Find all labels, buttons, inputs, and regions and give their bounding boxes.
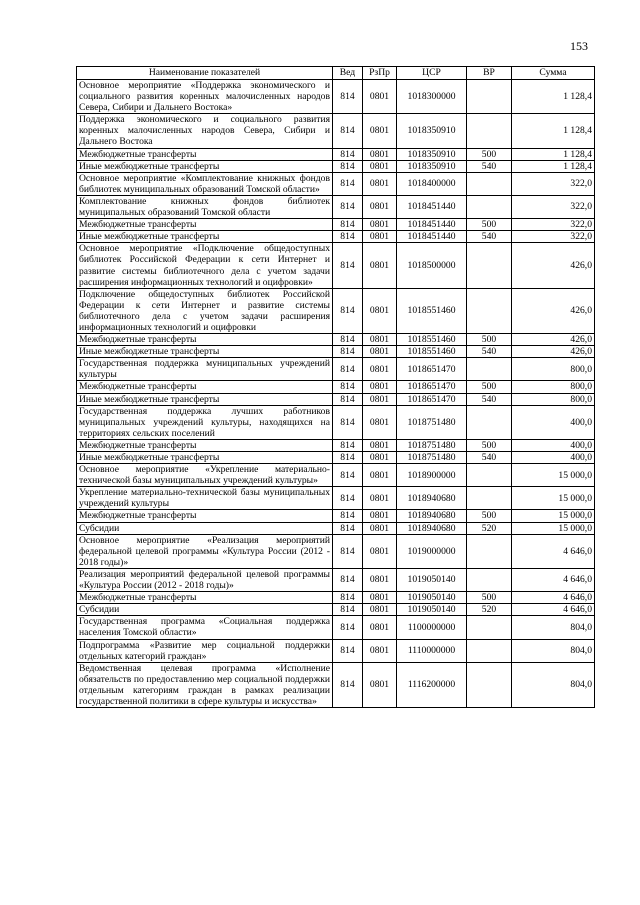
row-name-cell: Межбюджетные трансферты — [77, 219, 333, 231]
row-csr-cell: 1018350910 — [397, 114, 467, 148]
row-name-cell: Государственная поддержка муниципальных учреждений культуры — [77, 358, 333, 381]
row-sum-cell: 322,0 — [512, 231, 595, 243]
row-vr-cell — [467, 568, 512, 591]
row-name-cell: Комплектование книжных фондов библиотек муниципальных образований Томской области — [77, 195, 333, 218]
row-name-cell: Основное мероприятие «Поддержка экономического и социального развития коренных малочисленных народов Севера, Сибири и Дальнего Востока» — [77, 80, 333, 114]
row-csr-cell: 1018400000 — [397, 172, 467, 195]
row-name-cell: Основное мероприятие «Комплектование книжных фондов библиотек муниципальных образований Томской области» — [77, 172, 333, 195]
row-name-cell: Поддержка экономического и социального развития коренных малочисленных народов Севера, Сибири и Дальнего Востока — [77, 114, 333, 148]
row-csr-cell: 1110000000 — [397, 639, 467, 662]
row-csr-cell: 1018350910 — [397, 160, 467, 172]
row-rzpr-cell: 0801 — [363, 334, 397, 346]
table-row — [77, 405, 595, 439]
row-sum-cell: 4 646,0 — [512, 604, 595, 616]
row-ved-cell: 814 — [333, 604, 363, 616]
row-name-cell: Межбюджетные трансферты — [77, 592, 333, 604]
table-row — [77, 231, 595, 243]
table-row — [77, 487, 595, 510]
row-sum-cell: 804,0 — [512, 639, 595, 662]
row-csr-cell: 1018300000 — [397, 80, 467, 114]
row-sum-cell: 400,0 — [512, 452, 595, 464]
row-vr-cell: 500 — [467, 592, 512, 604]
row-sum-cell: 1 128,4 — [512, 114, 595, 148]
table-row — [77, 334, 595, 346]
row-csr-cell: 1018500000 — [397, 243, 467, 288]
row-csr-cell: 1018940680 — [397, 487, 467, 510]
row-ved-cell: 814 — [333, 219, 363, 231]
table-row — [77, 172, 595, 195]
row-sum-cell: 426,0 — [512, 243, 595, 288]
row-csr-cell: 1018900000 — [397, 464, 467, 487]
table-row — [77, 639, 595, 662]
table-row — [77, 288, 595, 333]
row-rzpr-cell: 0801 — [363, 534, 397, 568]
header-ved: Вед — [333, 67, 363, 80]
table-row — [77, 219, 595, 231]
row-vr-cell: 540 — [467, 346, 512, 358]
row-csr-cell: 1018940680 — [397, 510, 467, 522]
table-row — [77, 80, 595, 114]
row-vr-cell: 500 — [467, 148, 512, 160]
row-ved-cell: 814 — [333, 568, 363, 591]
row-ved-cell: 814 — [333, 358, 363, 381]
table-row — [77, 534, 595, 568]
row-sum-cell: 400,0 — [512, 405, 595, 439]
row-csr-cell: 1018651470 — [397, 381, 467, 393]
row-sum-cell: 426,0 — [512, 288, 595, 333]
row-ved-cell: 814 — [333, 334, 363, 346]
row-name-cell: Ведомственная целевая программа «Исполнение обязательств по предоставлению мер социальной поддержки отдельным категориям граждан в рамках реализации государственной политики в сфере культуры и искусства» — [77, 662, 333, 707]
row-name-cell: Иные межбюджетные трансферты — [77, 231, 333, 243]
row-sum-cell: 322,0 — [512, 219, 595, 231]
row-vr-cell: 520 — [467, 604, 512, 616]
row-ved-cell: 814 — [333, 405, 363, 439]
row-ved-cell: 814 — [333, 346, 363, 358]
row-sum-cell: 4 646,0 — [512, 592, 595, 604]
row-name-cell: Межбюджетные трансферты — [77, 439, 333, 451]
table-row — [77, 510, 595, 522]
row-csr-cell: 1018751480 — [397, 439, 467, 451]
header-sum: Сумма — [512, 67, 595, 80]
row-rzpr-cell: 0801 — [363, 639, 397, 662]
row-name-cell: Субсидии — [77, 522, 333, 534]
row-vr-cell — [467, 405, 512, 439]
row-rzpr-cell: 0801 — [363, 172, 397, 195]
row-vr-cell — [467, 464, 512, 487]
row-vr-cell: 500 — [467, 334, 512, 346]
row-vr-cell — [467, 616, 512, 639]
table-row — [77, 522, 595, 534]
row-rzpr-cell: 0801 — [363, 160, 397, 172]
row-rzpr-cell: 0801 — [363, 393, 397, 405]
row-csr-cell: 1019000000 — [397, 534, 467, 568]
row-rzpr-cell: 0801 — [363, 604, 397, 616]
table-row — [77, 358, 595, 381]
row-csr-cell: 1018451440 — [397, 219, 467, 231]
table-row — [77, 604, 595, 616]
row-rzpr-cell: 0801 — [363, 288, 397, 333]
row-sum-cell: 1 128,4 — [512, 80, 595, 114]
row-name-cell: Реализация мероприятий федеральной целевой программы «Культура России (2012 - 2018 годы)» — [77, 568, 333, 591]
row-rzpr-cell: 0801 — [363, 405, 397, 439]
row-vr-cell: 540 — [467, 393, 512, 405]
row-csr-cell: 1018940680 — [397, 522, 467, 534]
row-rzpr-cell: 0801 — [363, 592, 397, 604]
row-rzpr-cell: 0801 — [363, 231, 397, 243]
row-ved-cell: 814 — [333, 160, 363, 172]
row-rzpr-cell: 0801 — [363, 439, 397, 451]
table-row — [77, 452, 595, 464]
row-ved-cell: 814 — [333, 148, 363, 160]
row-ved-cell: 814 — [333, 592, 363, 604]
row-sum-cell: 15 000,0 — [512, 464, 595, 487]
header-name: Наименование показателей — [77, 67, 333, 80]
row-csr-cell: 1019050140 — [397, 592, 467, 604]
row-vr-cell — [467, 487, 512, 510]
row-sum-cell: 322,0 — [512, 195, 595, 218]
row-vr-cell — [467, 243, 512, 288]
table-row — [77, 393, 595, 405]
row-ved-cell: 814 — [333, 464, 363, 487]
row-sum-cell: 426,0 — [512, 346, 595, 358]
row-sum-cell: 15 000,0 — [512, 522, 595, 534]
row-sum-cell: 800,0 — [512, 393, 595, 405]
row-name-cell: Основное мероприятие «Подключение общедоступных библиотек Российской Федерации к сети Интернет и развитие системы библиотечного дела с учетом задачи расширения информационных технологий и оцифровки» — [77, 243, 333, 288]
row-name-cell: Государственная программа «Социальная поддержка населения Томской области» — [77, 616, 333, 639]
row-name-cell: Субсидии — [77, 604, 333, 616]
row-ved-cell: 814 — [333, 662, 363, 707]
table-row — [77, 148, 595, 160]
row-name-cell: Межбюджетные трансферты — [77, 381, 333, 393]
row-vr-cell: 500 — [467, 439, 512, 451]
row-rzpr-cell: 0801 — [363, 568, 397, 591]
row-csr-cell: 1019050140 — [397, 568, 467, 591]
row-rzpr-cell: 0801 — [363, 510, 397, 522]
row-ved-cell: 814 — [333, 195, 363, 218]
row-ved-cell: 814 — [333, 288, 363, 333]
table-row — [77, 439, 595, 451]
row-name-cell: Межбюджетные трансферты — [77, 334, 333, 346]
row-ved-cell: 814 — [333, 534, 363, 568]
table-row — [77, 592, 595, 604]
row-vr-cell: 540 — [467, 452, 512, 464]
row-rzpr-cell: 0801 — [363, 195, 397, 218]
table-row — [77, 464, 595, 487]
row-ved-cell: 814 — [333, 639, 363, 662]
row-sum-cell: 400,0 — [512, 439, 595, 451]
header-csr: ЦСР — [397, 67, 467, 80]
row-vr-cell — [467, 288, 512, 333]
row-vr-cell — [467, 534, 512, 568]
row-name-cell: Иные межбюджетные трансферты — [77, 393, 333, 405]
row-rzpr-cell: 0801 — [363, 464, 397, 487]
row-sum-cell: 15 000,0 — [512, 510, 595, 522]
row-ved-cell: 814 — [333, 393, 363, 405]
row-vr-cell: 540 — [467, 231, 512, 243]
row-name-cell: Основное мероприятие «Реализация мероприятий федеральной целевой программы «Культура России (2012 - 2018 годы)» — [77, 534, 333, 568]
row-ved-cell: 814 — [333, 243, 363, 288]
row-sum-cell: 804,0 — [512, 616, 595, 639]
table-row — [77, 243, 595, 288]
header-vr: ВР — [467, 67, 512, 80]
row-ved-cell: 814 — [333, 80, 363, 114]
row-name-cell: Иные межбюджетные трансферты — [77, 452, 333, 464]
budget-table — [76, 66, 595, 708]
row-csr-cell: 1018751480 — [397, 405, 467, 439]
row-ved-cell: 814 — [333, 487, 363, 510]
row-vr-cell — [467, 195, 512, 218]
row-ved-cell: 814 — [333, 522, 363, 534]
row-vr-cell: 520 — [467, 522, 512, 534]
row-csr-cell: 1018451440 — [397, 195, 467, 218]
table-row — [77, 114, 595, 148]
table-row — [77, 381, 595, 393]
row-rzpr-cell: 0801 — [363, 219, 397, 231]
row-sum-cell: 426,0 — [512, 334, 595, 346]
row-rzpr-cell: 0801 — [363, 452, 397, 464]
row-vr-cell: 500 — [467, 219, 512, 231]
table-row — [77, 616, 595, 639]
row-ved-cell: 814 — [333, 510, 363, 522]
row-ved-cell: 814 — [333, 231, 363, 243]
row-name-cell: Основное мероприятие «Укрепление материально-технической базы муниципальных учреждений культуры» — [77, 464, 333, 487]
row-csr-cell: 1018350910 — [397, 148, 467, 160]
row-name-cell: Иные межбюджетные трансферты — [77, 346, 333, 358]
row-sum-cell: 800,0 — [512, 381, 595, 393]
row-rzpr-cell: 0801 — [363, 662, 397, 707]
row-ved-cell: 814 — [333, 381, 363, 393]
row-name-cell: Подключение общедоступных библиотек Российской Федерации к сети Интернет и развитие системы библиотечного дела с учетом задачи расширения информационных технологий и оцифровки — [77, 288, 333, 333]
row-ved-cell: 814 — [333, 172, 363, 195]
row-vr-cell — [467, 358, 512, 381]
row-sum-cell: 804,0 — [512, 662, 595, 707]
row-name-cell: Иные межбюджетные трансферты — [77, 160, 333, 172]
table-row — [77, 346, 595, 358]
row-name-cell: Подпрограмма «Развитие мер социальной поддержки отдельных категорий граждан» — [77, 639, 333, 662]
row-vr-cell: 500 — [467, 381, 512, 393]
row-rzpr-cell: 0801 — [363, 358, 397, 381]
row-name-cell: Межбюджетные трансферты — [77, 148, 333, 160]
row-csr-cell: 1018651470 — [397, 358, 467, 381]
row-rzpr-cell: 0801 — [363, 487, 397, 510]
row-csr-cell: 1018551460 — [397, 346, 467, 358]
table-row — [77, 195, 595, 218]
row-csr-cell: 1100000000 — [397, 616, 467, 639]
row-rzpr-cell: 0801 — [363, 114, 397, 148]
row-rzpr-cell: 0801 — [363, 346, 397, 358]
row-rzpr-cell: 0801 — [363, 522, 397, 534]
row-name-cell: Укрепление материально-технической базы муниципальных учреждений культуры — [77, 487, 333, 510]
row-sum-cell: 322,0 — [512, 172, 595, 195]
row-csr-cell: 1018551460 — [397, 288, 467, 333]
page-number: 153 — [570, 39, 588, 53]
row-sum-cell: 800,0 — [512, 358, 595, 381]
row-vr-cell: 540 — [467, 160, 512, 172]
row-sum-cell: 1 128,4 — [512, 160, 595, 172]
row-csr-cell: 1019050140 — [397, 604, 467, 616]
row-rzpr-cell: 0801 — [363, 148, 397, 160]
table-header-row — [77, 67, 595, 80]
header-rzpr: РзПр — [363, 67, 397, 80]
table-row — [77, 160, 595, 172]
row-vr-cell — [467, 80, 512, 114]
row-rzpr-cell: 0801 — [363, 243, 397, 288]
row-ved-cell: 814 — [333, 439, 363, 451]
row-name-cell: Межбюджетные трансферты — [77, 510, 333, 522]
row-vr-cell — [467, 639, 512, 662]
row-sum-cell: 4 646,0 — [512, 534, 595, 568]
row-rzpr-cell: 0801 — [363, 80, 397, 114]
row-ved-cell: 814 — [333, 114, 363, 148]
row-vr-cell — [467, 662, 512, 707]
row-csr-cell: 1018451440 — [397, 231, 467, 243]
table-row — [77, 568, 595, 591]
row-ved-cell: 814 — [333, 616, 363, 639]
row-vr-cell — [467, 114, 512, 148]
table-row — [77, 662, 595, 707]
row-sum-cell: 15 000,0 — [512, 487, 595, 510]
row-vr-cell — [467, 172, 512, 195]
row-csr-cell: 1116200000 — [397, 662, 467, 707]
row-rzpr-cell: 0801 — [363, 381, 397, 393]
row-csr-cell: 1018551460 — [397, 334, 467, 346]
row-csr-cell: 1018751480 — [397, 452, 467, 464]
row-sum-cell: 1 128,4 — [512, 148, 595, 160]
row-ved-cell: 814 — [333, 452, 363, 464]
row-name-cell: Государственная поддержка лучших работников муниципальных учреждений культуры, находящихся на территориях сельских поселений — [77, 405, 333, 439]
row-sum-cell: 4 646,0 — [512, 568, 595, 591]
row-csr-cell: 1018651470 — [397, 393, 467, 405]
row-vr-cell: 500 — [467, 510, 512, 522]
row-rzpr-cell: 0801 — [363, 616, 397, 639]
